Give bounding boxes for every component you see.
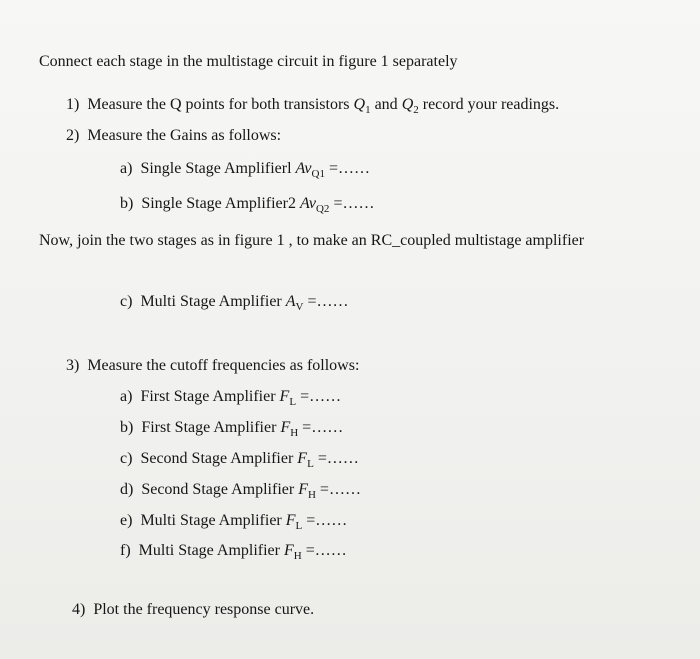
freq-d-variable: F — [298, 481, 308, 498]
q1-subscript: 1 — [365, 104, 371, 116]
item-3 — [66, 356, 359, 376]
freq-d-blank: =…… — [315, 481, 361, 498]
gain-a-blank: =…… — [324, 160, 371, 177]
gain-c-subscript: V — [295, 301, 304, 313]
freq-c-blank: =…… — [313, 450, 359, 467]
freq-e-text: Multi Stage Amplifier — [140, 512, 286, 529]
gain-c-variable: A — [285, 293, 296, 310]
freq-e-blank: =…… — [302, 512, 348, 529]
q2-subscript: 2 — [413, 104, 419, 116]
item-2-number: 2) — [66, 127, 80, 144]
item-1-number: 1) — [66, 96, 80, 113]
freq-f-variable: F — [283, 542, 294, 559]
item-4-number: 4) — [72, 601, 86, 618]
item-4 — [72, 600, 314, 620]
gain-c-blank: =…… — [303, 293, 349, 310]
freq-e-variable: F — [285, 512, 296, 529]
q2-variable: Q — [401, 96, 414, 113]
item-1 — [66, 95, 559, 115]
freq-d-label: d) — [120, 481, 134, 498]
q1-variable: Q — [353, 96, 366, 113]
item-1-text: Measure the Q points for both transistors — [87, 96, 354, 113]
freq-a-subscript: L — [289, 396, 297, 408]
item-4-text: Plot the frequency response curve. — [93, 601, 315, 618]
freq-c — [120, 449, 359, 469]
gain-c-text: Multi Stage Amplifier — [140, 293, 286, 310]
freq-f — [120, 541, 347, 561]
freq-c-variable: F — [297, 450, 308, 467]
freq-d-text: Second Stage Amplifier — [141, 481, 299, 498]
item-2 — [66, 126, 281, 146]
item-3-text: Measure the cutoff frequencies as follows: — [87, 357, 360, 374]
gain-a-label: a) — [120, 160, 133, 177]
freq-e-subscript: L — [295, 520, 303, 532]
freq-b-blank: =…… — [298, 419, 344, 436]
freq-e — [120, 511, 347, 531]
gain-b-subscript: Q2 — [315, 203, 330, 215]
freq-a-text: First Stage Amplifier — [140, 388, 280, 405]
freq-f-blank: =…… — [301, 542, 347, 559]
gain-b-label: b) — [120, 195, 134, 212]
freq-a-blank: =…… — [296, 388, 342, 405]
freq-c-subscript: L — [307, 458, 314, 470]
freq-f-label: f) — [120, 542, 131, 559]
freq-f-subscript: H — [293, 550, 302, 562]
freq-a — [120, 387, 341, 407]
gain-a-subscript: Q1 — [311, 168, 325, 180]
freq-a-label: a) — [120, 388, 133, 405]
gain-b-blank: =…… — [329, 195, 375, 212]
freq-d-subscript: H — [307, 489, 316, 501]
freq-b-text: First Stage Amplifier — [141, 419, 281, 436]
join-label: Now, join the two stages as in figure 1 , to make an RC_coupled multistage amplifier — [39, 232, 585, 249]
gain-c — [120, 292, 349, 312]
freq-f-text: Multi Stage Amplifier — [138, 542, 284, 559]
item-1-tail: record your readings. — [418, 96, 560, 113]
gain-b — [120, 194, 374, 214]
freq-c-label: c) — [120, 450, 133, 467]
freq-a-variable: F — [279, 388, 290, 405]
item-2-text: Measure the Gains as follows: — [87, 127, 282, 144]
gain-b-text: Single Stage Amplifier2 — [141, 195, 300, 212]
gain-a-variable: Av — [295, 160, 312, 177]
freq-b-label: b) — [120, 419, 134, 436]
freq-c-text: Second Stage Amplifier — [140, 450, 298, 467]
freq-e-label: e) — [120, 512, 133, 529]
gain-a — [120, 159, 370, 179]
gain-b-variable: Av — [299, 195, 316, 212]
gain-c-label: c) — [120, 293, 133, 310]
freq-b-subscript: H — [290, 427, 299, 439]
gain-a-text: Single Stage Amplifierl — [140, 160, 296, 177]
intro-label: Connect each stage in the multistage circuit in figure 1 separately — [39, 53, 458, 70]
item-3-number: 3) — [66, 357, 80, 374]
freq-b — [120, 418, 343, 438]
freq-d — [120, 480, 361, 500]
join-text — [39, 231, 584, 251]
item-1-and: and — [370, 96, 402, 113]
freq-b-variable: F — [280, 419, 291, 436]
intro-text — [39, 52, 458, 72]
